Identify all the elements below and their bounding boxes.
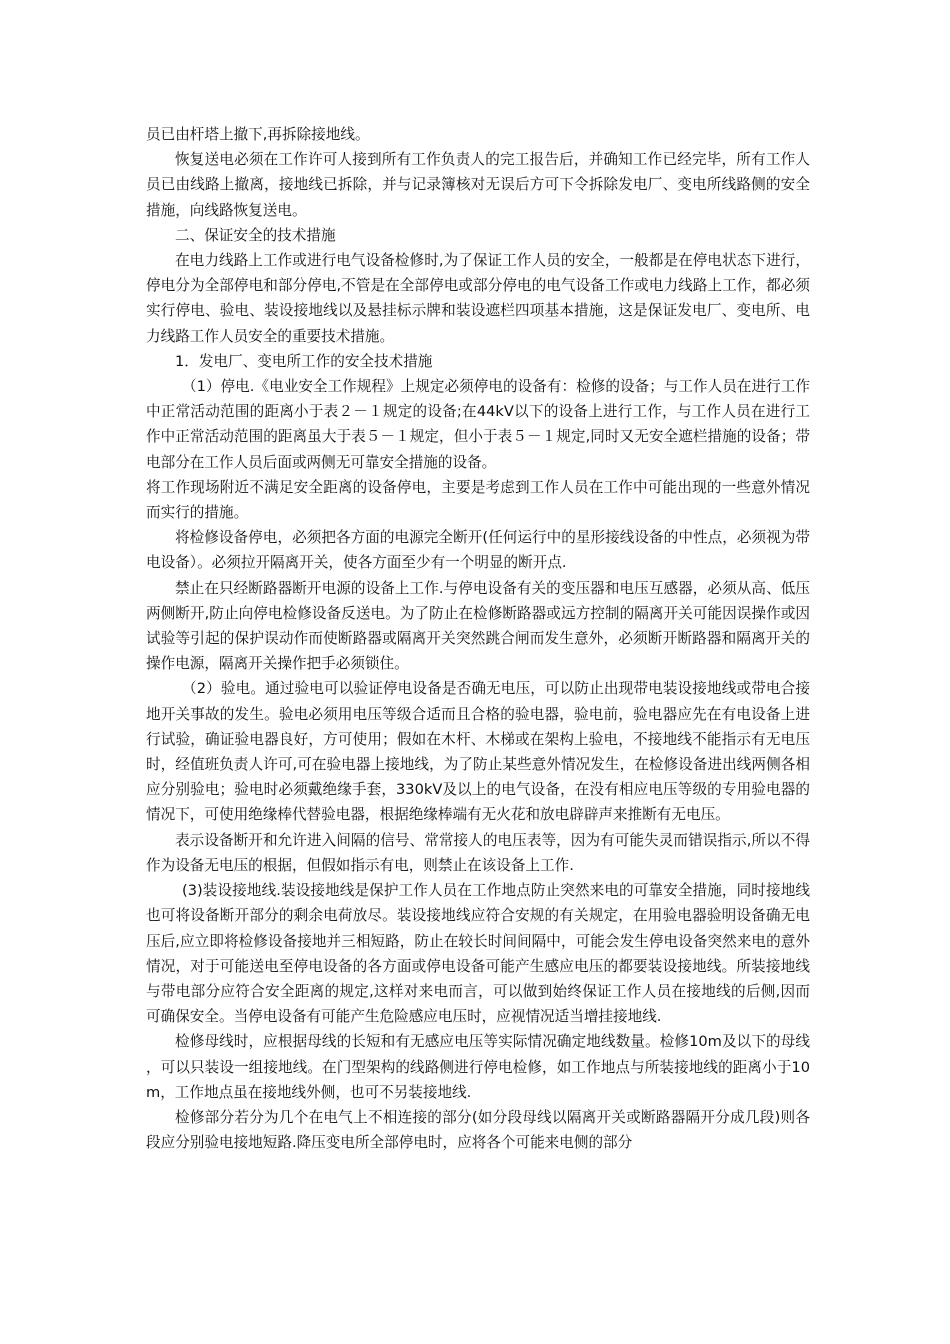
paragraph-signals: 表示设备断开和允许进入间隔的信号、常常接人的电压表等，因为有可能失灵而错误指示,所以不得作为设备无电压的根据，但假如指示有电，则禁止在该设备上工作. xyxy=(146,831,810,874)
paragraph-continuation: 员已由杆塔上撤下,再拆除接地线。 xyxy=(146,126,370,143)
subsection-heading-plant-substation: 1．发电厂、变电所工作的安全技术措施 xyxy=(175,352,433,370)
paragraph-nearby-equipment: 将工作现场附近不满足安全距离的设备停电，主要是考虑到工作人员在工作中可能出现的一些意外情况而实行的措施。 xyxy=(146,478,810,522)
paragraph-power-off: （1）停电.《电业安全工作规程》上规定必须停电的设备有：检修的设备；与工作人员在进行工作中正常活动范围的距离小于表２－１规定的设备;在44kV以下的设备上进行工作，与工作人员在进行工作中正常活动范围的距离虽大于表５－１规定，但小于表５－１规定,同时又无安全遮栏措施的设备；带电部分在工作人员后面或两侧无可靠安全措施的设备。 xyxy=(146,378,810,471)
paragraph-breaker-prohibition: 禁止在只经断路器断开电源的设备上工作.与停电设备有关的变压器和电压互感器，必须从高、低压两侧断开,防止向停电检修设备反送电。为了防止在检修断路器或远方控制的隔离开关可能因误操作或因试验等引起的保护误动作而使断路器或隔离开关突然跳合闸而发生意外，必须断开断路器和隔离开关的操作电源，隔离开关操作把手必须锁住。 xyxy=(146,579,810,673)
paragraph-intro-measures: 在电力线路上工作或进行电气设备检修时,为了保证工作人员的安全，一般都是在停电状态下进行，停电分为全部停电和部分停电,不管是在全部停电或部分停电的电气设备工作或电力线路上工作，都必须实行停电、验电、装设接地线以及悬挂标示牌和装设遮栏四项基本措施，这是保证发电厂、变电所、电力线路工作人员安全的重要技术措施。 xyxy=(146,252,810,345)
paragraph-voltage-test: （2）验电。通过验电可以验证停电设备是否确无电压，可以防止出现带电装设接地线或带电合接地开关事故的发生。验电必须用电压等级合适而且合格的验电器，验电前，验电器应先在有电设备上进行试验，确证验电器良好，方可使用；假如在木杆、木梯或在架构上验电，不接地线不能指示有无电压时，经值班负责人许可,可在验电器上接地线，为了防止某些意外情况发生，在检修设备进出线两侧各相应分别验电；验电时必须戴绝缘手套，330kV及以上的电气设备，在没有相应电压等级的专用验电器的情况下，可使用绝缘棒代替验电器，根据绝缘棒端有无火花和放电辟辟声来推断有无电压。 xyxy=(146,680,810,824)
paragraph-restore-power: 恢复送电必须在工作许可人接到所有工作负责人的完工报告后，并确知工作已经完毕，所有工作人员已由线路上撤离，接地线已拆除，并与记录簿核对无误后方可下令拆除发电厂、变电所线路侧的安全措施，向线路恢复送电。 xyxy=(146,151,810,219)
paragraph-grounding: (3)装设接地线.装设接地线是保护工作人员在工作地点防止突然来电的可靠安全措施，同时接地线也可将设备断开部分的剩余电荷放尽。装设接地线应符合安规的有关规定，在用验电器验明设备确无电压后,应立即将检修设备接地并三相短路，防止在较长时间间隔中，可能会发生停电设备突然来电的意外情况，对于可能送电至停电设备的各方面或停电设备可能产生感应电压的都要装设接地线。所装接地线与带电部分应符合安全距离的规定,这样对来电而言，可以做到始终保证工作人员在接地线的后侧,因而可确保安全。当停电设备有可能产生危险感应电压时，应视情况适当增挂接地线. xyxy=(146,882,810,1026)
paragraph-disconnect-sources: 将检修设备停电，必须把各方面的电源完全断开(任何运行中的星形接线设备的中性点，必须视为带电设备）。必须拉开隔离开关，使各方面至少有一个明显的断开点. xyxy=(146,529,810,572)
section-heading-technical-measures: 二、保证安全的技术措施 xyxy=(175,226,336,244)
paragraph-busbar: 检修母线时，应根据母线的长短和有无感应电压等实际情况确定地线数量。检修10m及以下的母线，可以只装设一组接地线。在门型架构的线路侧进行停电检修，如工作地点与所装接地线的距离小于10m，工作地点虽在接地线外侧，也可不另装接地线. xyxy=(146,1033,810,1101)
paragraph-sections: 检修部分若分为几个在电气上不相连接的部分(如分段母线以隔离开关或断路器隔开分成几段)则各段应分别验电接地短路.降压变电所全部停电时，应将各个可能来电侧的部分 xyxy=(146,1108,810,1152)
document-body xyxy=(146,122,810,1155)
